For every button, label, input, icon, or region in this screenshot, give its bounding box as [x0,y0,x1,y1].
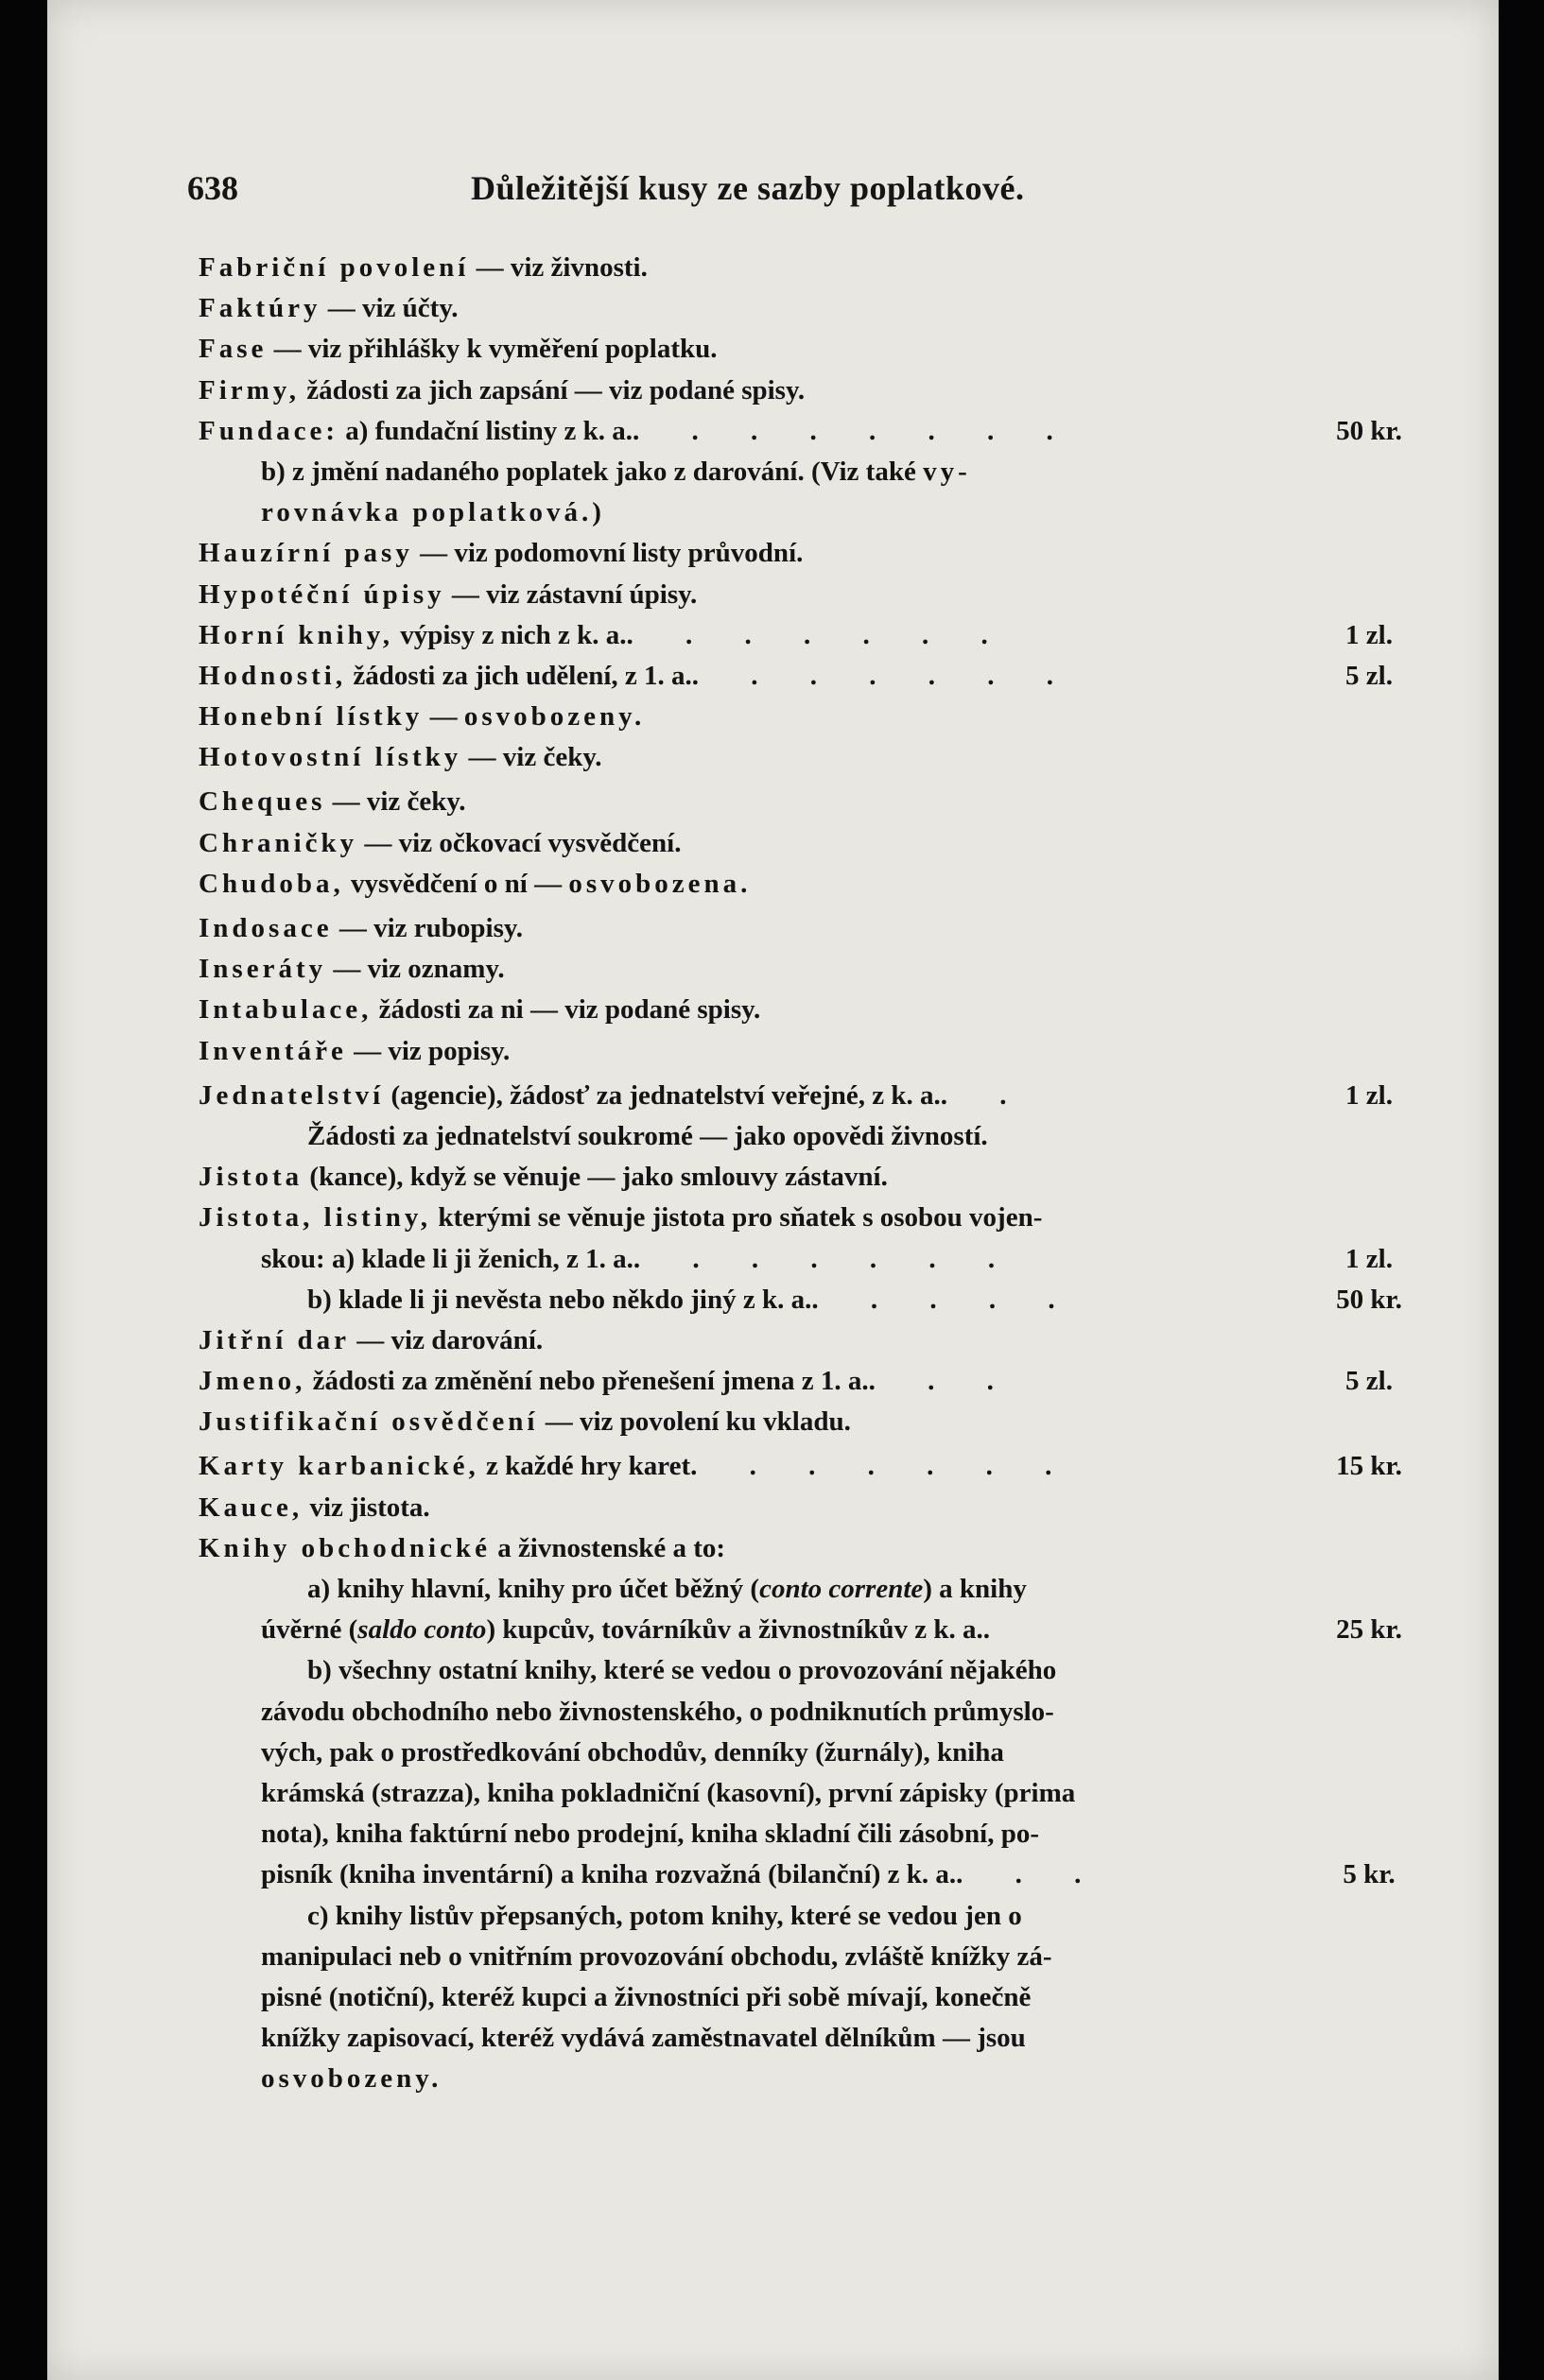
entry-line [199,1076,1393,1116]
entry-text: manipulaci neb o vnitřním provozování obchodu, zvláště knížky zá- [261,1940,1052,1972]
entry-headword: Hodnosti, [199,660,347,691]
fee-schedule-text [199,248,1402,2099]
entry-line [199,1320,1390,1361]
entry-line [199,1116,1390,1157]
entry-line [199,1610,1402,1650]
entry-headword: Fase [199,334,268,365]
entry-headword: Jitřní dar [199,1324,351,1355]
entry-line [199,411,1402,452]
page-number: 638 [187,169,238,207]
entry-text: kterými se věnuje jistota pro sňatek s osobou vojen- [431,1202,1043,1233]
entry-line [199,1361,1393,1402]
entry-text: — viz oznamy. [326,954,505,985]
entry-headword: Hauzírní pasy [199,538,413,569]
entry-line [199,1773,1390,1814]
entry-spaced-text: vy- [923,456,971,487]
entry-text: skou: a) klade li ji ženich, z 1. a. [261,1243,633,1274]
entry-headword: Inseráty [199,954,327,985]
entry-line [199,1198,1390,1238]
leader-dots: . . . . . . . [633,1243,1018,1274]
fee-amount: 1 zl. [1345,1079,1393,1111]
entry-text: a) knihy hlavní, knihy pro účet běžný ( [307,1574,760,1604]
entry-headword: Hotovostní lístky [199,742,462,773]
entry-text: — viz darování. [350,1324,544,1355]
entry-headword: Jednatelství [199,1079,385,1111]
entry-line [199,697,1390,737]
entry-text: viz jistota. [303,1492,430,1523]
entry-line [199,990,1390,1030]
entry-headword: Knihy obchodnické [199,1532,491,1563]
fee-amount: 50 kr. [1336,1284,1402,1315]
entry-text: (agencie), žádosť za jednatelství veřejné, z k. a. [384,1079,941,1111]
entry-headword: Justifikační osvědčení [199,1406,539,1438]
entry-line [199,2018,1390,2059]
entry-line [199,1569,1390,1610]
leader-dots: . . . . . [811,1284,1078,1315]
entry-line [199,248,1390,288]
entry-headword: Kauce, [199,1492,304,1523]
entry-line [199,1528,1390,1569]
entry-headword: Chudoba, [199,868,344,899]
entry-text: — viz účty. [321,293,459,324]
entry-text: žádosti za jich zapsání — viz podané spisy. [299,374,806,405]
entry-text: závodu obchodního nebo živnostenského, o podniknutích průmyslo- [261,1696,1054,1727]
entry-text: — viz popisy. [346,1035,511,1066]
entry-text: žádosti za jich udělení, z 1. a. [346,660,692,691]
page-title: Důležitější kusy ze sazby poplatkové. [471,169,1025,207]
entry-italic-term: saldo conto [357,1614,487,1646]
entry-text: vysvědčení o ní — [343,868,569,899]
entry-text: — viz živnosti. [469,252,648,283]
entry-headword: Faktúry [199,293,321,324]
entry-text: a) fundační listiny z k. a. [338,415,633,446]
entry-line [199,1446,1402,1487]
entry-headword: Jistota, listiny, [199,1202,432,1233]
entry-line [199,2059,1390,2099]
entry-text: — viz čeky. [325,786,466,818]
entry-text: úvěrné ( [261,1614,358,1646]
entry-text: — viz povolení ku vkladu. [538,1406,851,1438]
entry-line [199,949,1390,990]
entry-text: b) z jmění nadaného poplatek jako z darování. (Viz také [261,456,924,487]
entry-text: nota), kniha faktúrní nebo prodejní, kniha skladní čili zásobní, po- [261,1819,1039,1850]
leader-dots: . . . [956,1859,1104,1890]
fee-amount: 5 zl. [1345,660,1393,691]
entry-line [199,1692,1390,1733]
fee-amount: 1 zl. [1345,619,1393,650]
entry-line [199,533,1390,574]
entry-line [199,1896,1390,1937]
entry-line [199,823,1390,864]
entry-line [199,737,1390,778]
leader-dots: . . [940,1079,1030,1111]
leader-dots: . . . . . . . [691,660,1077,691]
entry-spaced-text: rovnávka poplatková.) [261,497,605,528]
fee-amount: 15 kr. [1336,1451,1402,1482]
entry-headword: Karty karbanické, [199,1451,479,1482]
entry-headword: Chraničky [199,827,358,858]
entry-headword: Honební lístky [199,701,424,733]
entry-text: vých, pak o prostředkování obchodův, denníky (žurnály), kniha [261,1736,1004,1768]
entry-headword: Jistota [199,1162,304,1193]
entry-text: — [423,701,464,733]
entry-italic-term: conto corrente [759,1574,924,1604]
entry-line [199,1157,1390,1198]
entry-line [199,908,1390,949]
entry-headword: Cheques [199,786,326,818]
leader-dots: . . . . . . . . [633,415,1076,446]
entry-line [199,1402,1390,1442]
entry-line [199,782,1390,822]
entry-headword: Fabriční povolení [199,252,470,283]
entry-text: žádosti za změnění nebo přenešení jmena z 1. a. [305,1366,869,1397]
entry-text: — viz zástavní úpisy. [444,578,698,610]
fee-amount: 5 kr. [1343,1859,1396,1890]
entry-line [199,1937,1390,1977]
running-header [187,168,1133,221]
entry-text: b) všechny ostatní knihy, které se vedou o provozování nějakého [307,1655,1057,1686]
entry-line [199,1977,1390,2018]
entry-line [199,288,1390,329]
entry-headword: Intabulace, [199,994,373,1026]
entry-line [199,615,1393,656]
entry-text: — viz očkovací vysvědčení. [357,827,682,858]
entry-text: a živnostenské a to: [490,1532,726,1563]
fee-amount: 5 zl. [1345,1366,1393,1397]
entry-text: krámská (strazza), kniha pokladniční (kasovní), první zápisky (prima [261,1777,1076,1808]
entry-text: (kance), když se věnuje — jako smlouvy zástavní. [303,1162,888,1193]
entry-headword: Fundace: [199,415,338,446]
entry-line [199,1854,1396,1895]
fee-amount: 1 zl. [1345,1243,1393,1274]
entry-text: — viz rubopisy. [332,913,524,943]
leader-dots: . . . . . . . [690,1451,1075,1482]
entry-line [199,864,1390,905]
entry-line [199,1733,1390,1773]
leader-dots: . . . [868,1366,1016,1397]
entry-line [199,656,1393,697]
entry-headword: Jmeno, [199,1366,306,1397]
entry-text: výpisy z nich z k. a. [392,619,627,650]
entry-text: pisné (notiční), kteréž kupci a živnostníci při sobě mívají, konečně [261,1981,1032,2012]
entry-line [199,575,1390,615]
entry-line [199,1488,1390,1528]
entry-text: Žádosti za jednatelství soukromé — jako opovědi živností. [307,1120,988,1151]
entry-text: ) a knihy [923,1574,1027,1604]
entry-text: žádosti za ni — viz podané spisy. [372,994,761,1026]
fee-amount: 50 kr. [1336,415,1402,446]
entry-line [199,1031,1390,1072]
entry-line [199,1239,1393,1280]
entry-text: ) kupcův, továrníkův a živnostníkův z k. a. [486,1614,983,1646]
entry-text: — viz čeky. [461,742,602,773]
entry-text: — viz podomovní listy průvodní. [412,538,804,569]
entry-text: b) klade li ji nevěsta nebo někdo jiný z k. a. [307,1284,812,1315]
fee-amount: 25 kr. [1336,1614,1402,1646]
entry-spaced-text: osvobozeny. [463,701,646,733]
entry-line [199,492,1390,533]
leader-dots: . [982,1614,1014,1646]
entry-headword: Inventáře [199,1035,347,1066]
entry-text: z každé hry karet [478,1451,691,1482]
entry-headword: Hypotéční úpisy [199,578,445,610]
entry-line [199,1814,1390,1854]
entry-text: — viz přihlášky k vyměření poplatku. [267,334,718,365]
entry-line [199,1650,1390,1691]
scan-border-left [0,0,47,2380]
entry-headword: Indosace [199,913,333,943]
entry-line [199,452,1390,492]
entry-spaced-text: osvobozeny. [261,2063,442,2095]
entry-text: knížky zapisovací, kteréž vydává zaměstnavatel dělníkům — jsou [261,2023,1026,2054]
entry-spaced-text: osvobozena. [568,868,752,899]
entry-text: c) knihy listův přepsaných, potom knihy, které se vedou jen o [307,1900,1022,1931]
entry-headword: Firmy, [199,374,300,405]
scan-border-right [1499,0,1544,2380]
entry-headword: Horní knihy, [199,619,393,650]
entry-line [199,329,1390,370]
entry-line [199,1280,1402,1320]
entry-text: pisník (kniha inventární) a kniha rozvažná (bilanční) z k. a. [261,1859,957,1890]
leader-dots: . . . . . . . [626,619,1011,650]
entry-line [199,371,1390,411]
